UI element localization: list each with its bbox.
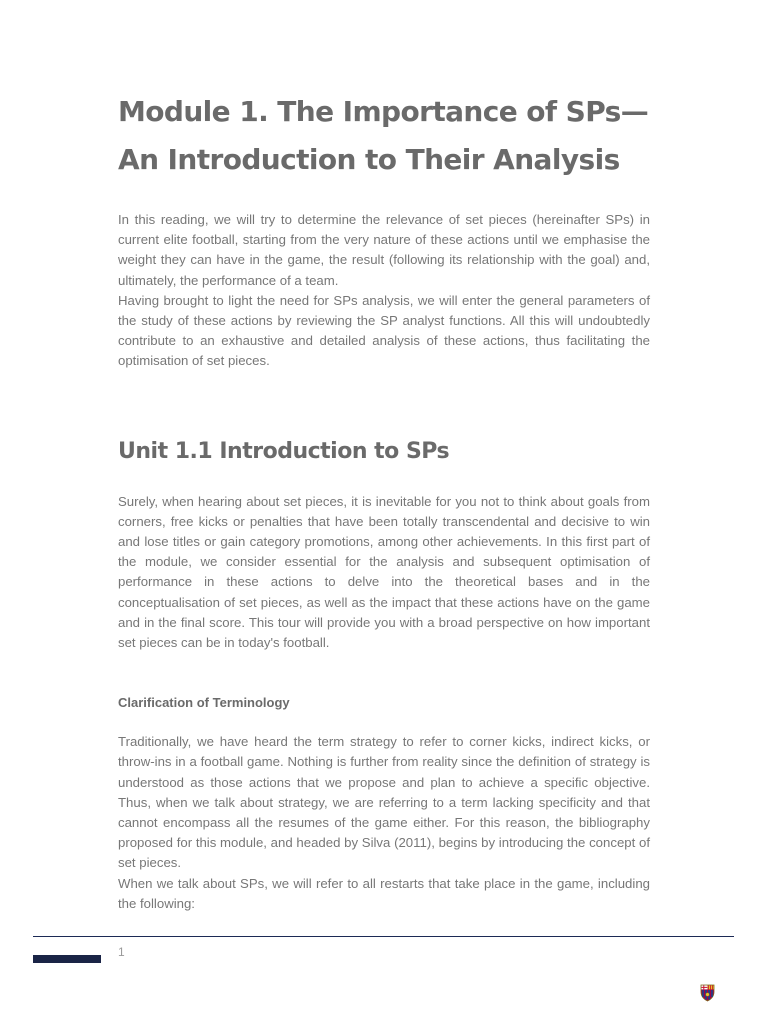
terminology-paragraph-2: When we talk about SPs, we will refer to all restarts that take place in the game, including the following: [118, 875, 650, 911]
page-number: 1 [118, 945, 125, 959]
unit-section [118, 492, 650, 654]
document-page [118, 88, 650, 914]
intro-section [118, 210, 650, 372]
unit-title: Unit 1.1 Introduction to SPs [118, 438, 450, 464]
module-title-line-2: An Introduction to Their Analysis [118, 143, 620, 176]
terminology-section [118, 732, 650, 914]
intro-paragraph-1: In this reading, we will try to determine the relevance of set pieces (hereinafter SPs) in current elite football, starting from the very nature of these actions until we emphasise the weight they can have in the game, the result (following its relationship with the goal) and, ultimately, the performance of a team. [118, 212, 650, 288]
terminology-heading: Clarification of Terminology [118, 695, 290, 711]
unit-paragraph-1: Surely, when hearing about set pieces, it is inevitable for you not to think about goals from corners, free kicks or penalties that have been totally transcendental and decisive to win and lose titles or gain category promotions, among other achievements. In this first part of the module, we consider essential for the analysis and subsequent optimisation of performance in these actions to delve into the theoretical bases and in the conceptualisation of set pieces, as well as the impact that these actions have on the game and in the final score. This tour will provide you with a broad perspective on how important set pieces can be in today's football. [118, 493, 650, 651]
club-crest-icon [700, 984, 715, 1002]
footer-divider [33, 936, 734, 937]
module-title-line-1: Module 1. The Importance of SPs— [118, 95, 649, 128]
intro-paragraph-2: Having brought to light the need for SPs analysis, we will enter the general parameters of the study of these actions by reviewing the SP analyst functions. All this will undoubtedly contribute to an exhaustive and detailed analysis of these actions, thus facilitating the optimisation of set pieces. [118, 292, 650, 369]
module-title [118, 88, 650, 184]
footer-accent-bar [33, 955, 101, 963]
terminology-paragraph-1: Traditionally, we have heard the term strategy to refer to corner kicks, indirect kicks, or throw-ins in a football game. Nothing is further from reality since the definition of strategy is understood as those actions that we propose and plan to achieve a specific objective. Thus, when we talk about strategy, we are referring to a term lacking specificity and that cannot encompass all the resumes of the game either. For this reason, the bibliography proposed for this module, and headed by Silva (2011), begins by introducing the concept of set pieces. [118, 734, 650, 871]
